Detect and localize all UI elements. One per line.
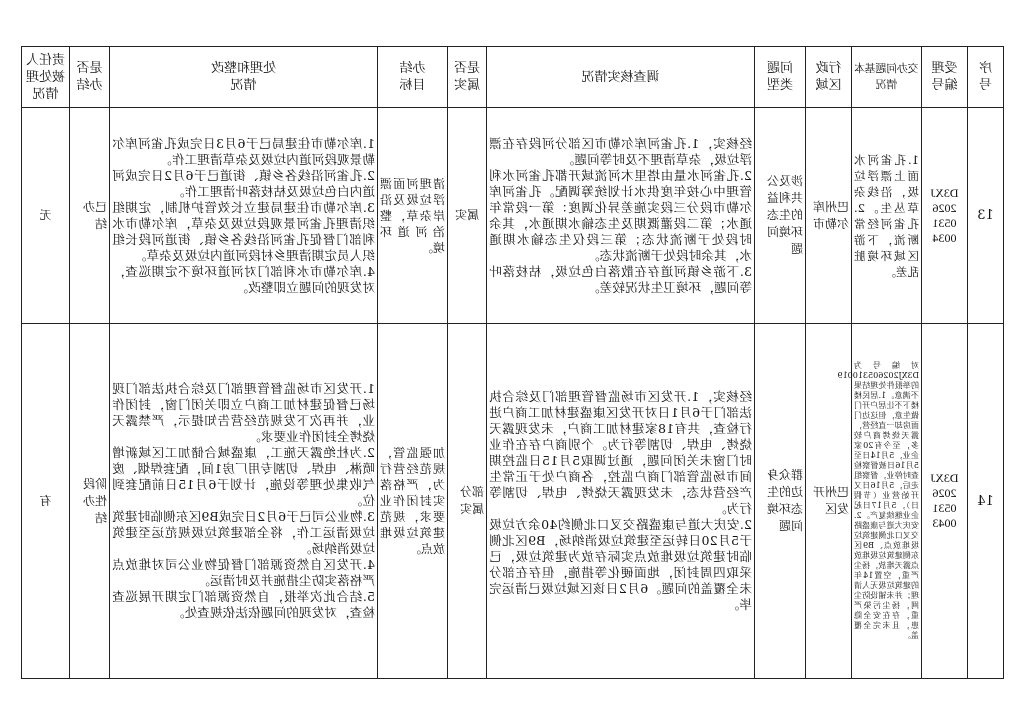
header-verified [448, 47, 487, 108]
responsible-cell [22, 324, 70, 679]
header-investigation-label: 调查核实情况 [581, 69, 660, 85]
target-text: 清理河面漂浮垃圾及沿岸杂草，整治河道环境。 [380, 176, 445, 255]
type-text: 群众身边的生态环境问题 [766, 468, 803, 533]
type-text: 涉及公共利益的生态环境问题 [766, 174, 803, 256]
header-type-label: 问题类型 [767, 61, 794, 93]
investigation-cell [487, 324, 755, 679]
id-line: 2026 [932, 200, 957, 215]
investigation-cell [487, 108, 755, 324]
header-id [922, 47, 968, 108]
target-text: 加强监管，规范经营行为，严格落实封闭作业要求，规范建筑垃圾堆放点。 [380, 446, 445, 556]
id-line: 0531 [932, 215, 957, 230]
handling-paragraph: 4.库尔勒市水利部门对河道环境不定期巡查，对发现的问题立即整改。 [112, 263, 375, 295]
handling-cell [110, 324, 378, 679]
verified-cell [448, 108, 487, 324]
completed-text: 阶段性办结 [82, 476, 107, 525]
handling-paragraph: 4.开发区自然资源部门督促物业公司对堆放点严格落实防尘措施并及时清运。 [112, 557, 375, 588]
handling-paragraph: 5.结合此次举报，自然资源部门定期开展巡查检查，对发现的问题依法依规查处。 [112, 589, 375, 620]
header-handling [110, 47, 378, 108]
id-cell [922, 324, 968, 679]
header-investigation [487, 47, 755, 108]
seq-cell: 13 [968, 108, 1004, 324]
header-completed [70, 47, 110, 108]
handling-paragraph: 1.库尔勒市住建局已于6月3日完成孔雀河库尔勒景观段河道内垃圾及杂草清理工作。 [112, 135, 375, 167]
table-row [22, 324, 1004, 679]
id-line: 0034 [932, 230, 957, 245]
region-text: 巴州库尔勒市 [812, 199, 849, 231]
basic-text: 1.孔雀河水面上漂浮垃圾，沿线杂草丛生。2.孔雀河经常断流，下游区域环境脏乱差。 [854, 152, 919, 279]
completed-cell [70, 324, 110, 679]
seq-cell: 14 [968, 324, 1004, 679]
investigation-paragraph: 2.孔雀河水量由塔里木河流域开都孔雀河水利管理中心按年度供水计划统筹调配。孔雀河库尔勒市段分三段实施差异化调度：第一段常年通水；第二段灌溉期及生态输水期通水，其余时段处于断流状态；第三段仅生态输水期通水，其余时段处于断流状态。 [489, 167, 752, 263]
target-cell [378, 108, 448, 324]
id-line: D3XJ [930, 185, 959, 200]
basic-cell [837, 324, 922, 679]
header-region-label: 行政区域 [815, 61, 842, 93]
handling-paragraph: 3.库尔勒市住建局建立长效管护机制，定期组织清理孔雀河景观段垃圾及杂草，库尔勒市水利部门督促孔雀河沿线各乡镇、街道河段长组织人员定期清理乡村段河道内垃圾及杂草。 [112, 199, 375, 263]
header-target-label: 办结目标 [399, 61, 426, 93]
investigation-paragraph: 经核实，1.开发区市场监督管理部门及综合执法部门于6月1日对开发区康盛建材加工商户进行检查，共有18家建材加工商户，未发现露天烧烤、电焊、切割等行为。个别商户存在作业时门窗未关闭问题，通过调取5月15日监控期间市场监管部门商户监控，各商户处于正常生产经营状态，未发现露天烧烤、电焊、切割等行为。 [489, 389, 752, 516]
completed-cell [70, 108, 110, 324]
basic-cell [852, 108, 922, 324]
investigation-paragraph: 3.下游乡镇河道存在散落白色垃圾，枯枝落叶等问题，环境卫生状况较差。 [489, 263, 752, 295]
header-responsible [22, 47, 70, 108]
target-cell [378, 324, 448, 679]
table-row [22, 108, 1004, 324]
header-id-label: 受理编号 [931, 61, 958, 93]
complaint-table [21, 46, 1004, 679]
region-text: 巴州开发区 [812, 485, 849, 516]
header-region [806, 47, 852, 108]
verified-text: 属实 [455, 208, 480, 222]
verified-cell [448, 324, 487, 679]
handling-paragraph: 3.物业公司已于6月2日完成B9区东侧临时建筑垃圾清运工作，将全部建筑垃圾规范运至建筑垃圾消纳场。 [112, 509, 375, 556]
header-handling-label: 处理和整改情况 [211, 61, 277, 93]
responsible-text: 有 [39, 493, 52, 508]
investigation-paragraph: 2.安庆大道与康盛路交叉口北侧约40余方垃圾于5月20日转运至建筑垃圾消纳场，B9区北侧临时建筑垃圾堆放点实际存放为建筑垃圾，已采取四周封闭，地面硬化等措施，但存在部分未全覆盖的问题。6月2日该区域垃圾已清运完毕。 [489, 517, 752, 612]
id-line: 0043 [932, 516, 957, 530]
handling-paragraph: 2.为杜绝露天施工，康盛城合储加工区域新增喷淋、电焊、切割专用厂房1间，配套焊烟、废气收集处理等设施，计划于6月15日前配套到位。 [112, 445, 375, 508]
header-seq-label: 序号 [979, 61, 993, 93]
id-line: D3XJ [930, 471, 959, 485]
completed-text: 已办结 [82, 199, 107, 231]
handling-cell [110, 108, 378, 324]
responsible-text: 无 [39, 208, 52, 222]
region-cell [806, 108, 852, 324]
handling-paragraph: 1.开发区市场监督管理部门及综合执法部门现场已督促建材加工商户立即关闭门窗，封闭作业，并再次下发规范经营告知提示，严禁露天烧烤全封闭作业要求。 [112, 381, 375, 444]
header-basic-label: 交办问题基本情况 [854, 62, 919, 91]
handling-paragraph: 2.孔雀河沿线各乡镇、街道已于6月2日完成河道内白色垃圾及枯枝落叶清理工作。 [112, 167, 375, 199]
header-verified-label: 是否属实 [454, 61, 481, 93]
header-basic [852, 47, 922, 108]
responsible-cell [22, 108, 70, 324]
id-line: 0531 [932, 501, 957, 515]
header-responsible-label: 责任人被处理情况 [26, 52, 66, 102]
type-cell [755, 324, 806, 679]
id-cell [922, 108, 968, 324]
id-line: 2026 [932, 486, 957, 500]
header-seq [968, 47, 1004, 108]
investigation-paragraph: 经核实，1.孔雀河库尔勒市区部分河段存在漂浮垃圾，杂草清理不及时等问题。 [489, 135, 752, 167]
header-row [22, 47, 1004, 108]
type-cell [755, 108, 806, 324]
header-type [755, 47, 806, 108]
basic-text: 对编号为D3XJ202605310019的举报件处理结果不满意。1.居民楼楼下不让居户开门做生意，但这边门面房却一直经营，露天烧烤商户较多，至今有20家企业，5月14日至5月16日被督察检查时停业，督察组走后，5月16日又开始营业（节假日），5月17日起企业继续复产。2.安庆大道与康盛路交叉口北侧建筑垃圾堆放点、B9区东侧建筑垃圾堆放点露天堆放，扬尘严重，空置14年的建筑垃圾无人清理；并未铺设防尘网，扬尘污染严重，存在安全隐患，且未完全覆盖。 [837, 361, 919, 640]
header-target [378, 47, 448, 108]
header-completed-label: 是否办结 [76, 61, 103, 93]
verified-text: 部分属实 [459, 485, 484, 516]
